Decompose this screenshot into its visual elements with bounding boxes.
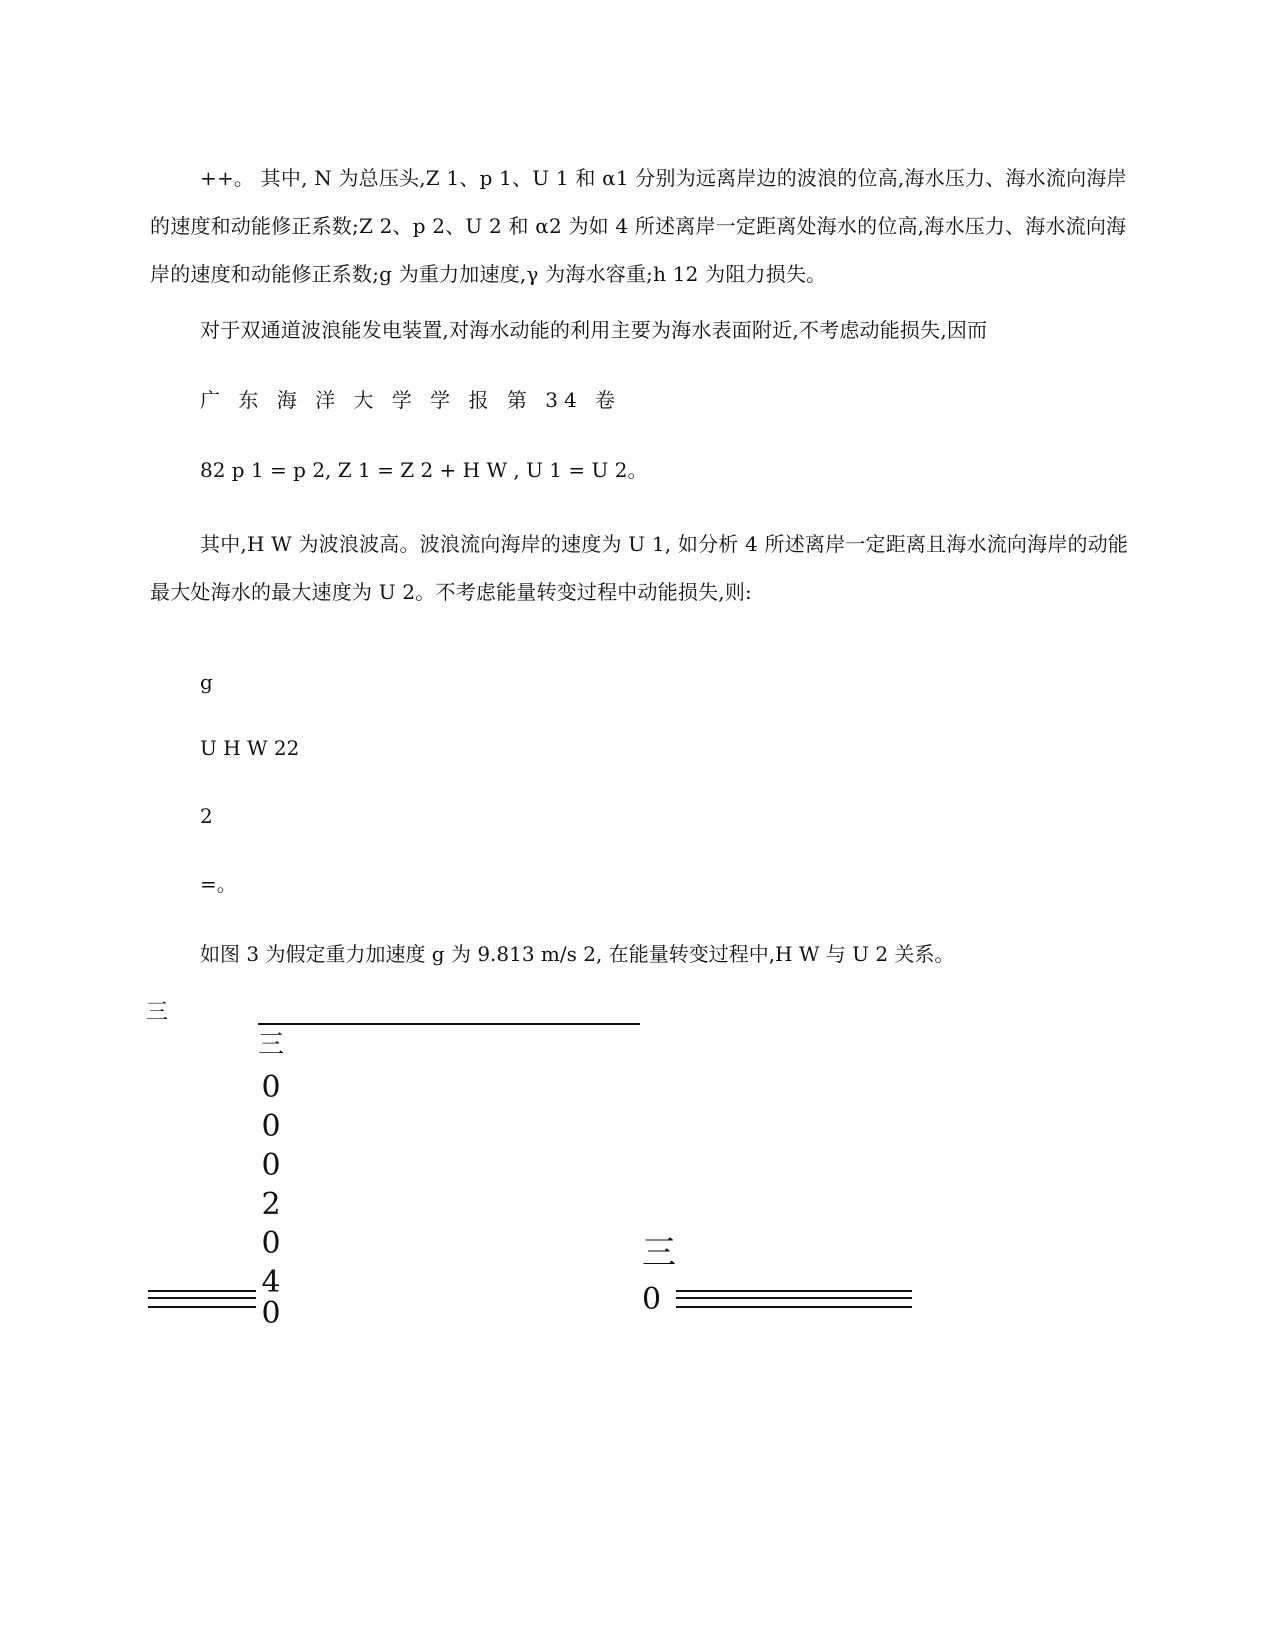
figure-bottom-rule-3	[676, 1306, 912, 1308]
axis-digit: 2	[261, 1187, 281, 1222]
paragraph-equation-definitions: ++。 其中, N 为总压头,Z 1、p 1、U 1 和 α1 分别为远离岸边的波浪的位高,海水压力、海水流向海岸的速度和动能修正系数;Z 2、p 2、U 2 和 α2 为如 4 所述离岸一定距离处海水的位高,海水压力、海水流向海岸的速度和动能修正系数;g 为重力加速度,γ 为海水容重;h 12 为阻力损失。	[150, 166, 1127, 286]
figure-left-rule-1	[148, 1290, 256, 1292]
axis-digit: 0	[261, 1109, 281, 1144]
figure-top-rule	[258, 1023, 640, 1025]
axis-digit: 4	[261, 1265, 281, 1300]
axis-digit: 0	[261, 1070, 281, 1105]
figure-caption-text: 如图 3 为假定重力加速度 g 为 9.813 m/s 2, 在能量转变过程中,H W 与 U 2 关系。	[200, 942, 955, 966]
equation-fragment-g: g	[200, 670, 213, 694]
equation-conditions: 82 p 1 = p 2, Z 1 = Z 2 + H W , U 1 = U 2。	[200, 458, 648, 482]
figure-left-mark: 三	[146, 1000, 169, 1025]
equation-fragment-2: 2	[200, 804, 213, 828]
figure-right-mark: 三	[642, 1233, 676, 1273]
axis-digit: 0	[261, 1148, 281, 1183]
axis-digit: 0	[261, 1226, 281, 1261]
figure-left-rule-2	[148, 1297, 256, 1299]
figure-x-origin: 0	[642, 1282, 662, 1317]
figure-small-mark: 三	[258, 1030, 285, 1060]
figure-bottom-rule-2	[676, 1297, 912, 1299]
figure-left-rule-3	[148, 1306, 256, 1308]
paragraph-kinetic-energy: 对于双通道波浪能发电装置,对海水动能的利用主要为海水表面附近,不考虑动能损失,因而	[200, 318, 988, 342]
journal-header: 广 东 海 洋 大 学 学 报 第 34 卷	[200, 388, 622, 412]
equation-fragment-equals: =。	[200, 872, 237, 896]
paragraph-wave-height: 其中,H W 为波浪波高。波浪流向海岸的速度为 U 1, 如分析 4 所述离岸一定距离且海水流向海岸的动能最大处海水的最大速度为 U 2。不考虑能量转变过程中动能损失,则:	[150, 532, 1129, 604]
equation-fragment-uhw: U H W 22	[200, 736, 300, 760]
figure-bottom-rule-1	[676, 1290, 912, 1292]
figure-axis-digits	[258, 1068, 284, 1302]
axis-digit-cut: 0	[261, 1296, 281, 1331]
